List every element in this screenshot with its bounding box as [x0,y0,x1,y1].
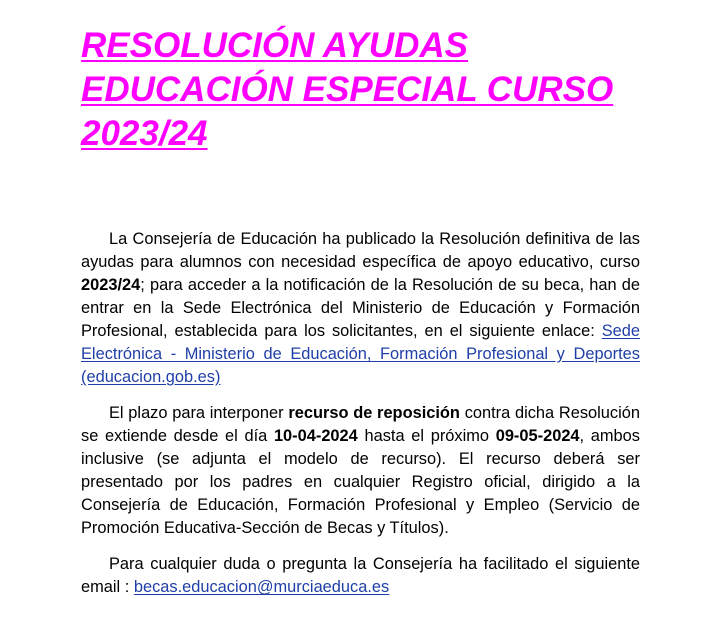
recurso-reposicion: recurso de reposición [288,404,460,422]
paragraph-1-text-start: La Consejería de Educación ha publicado la Resolución definitiva de las ayudas para alumnos con necesidad específica de apoyo educativo, curso [81,230,640,271]
email-link[interactable]: becas.educacion@murciaeduca.es [133,578,390,596]
start-date: 10-04-2024 [273,427,358,445]
paragraph-2-text-c: , ambos inclusive (se adjunta el modelo de recurso). El recurso deberá ser presentado por los padres en cualquier Registro oficial, dirigido a la Consejería de Educación, Formación Profesional y Empleo (Servicio de Promoción Educativa-Sección de Becas y Títulos). [81,427,640,537]
title-line-1: RESOLUCIÓN AYUDAS [81,26,468,65]
paragraph-2-text-start: El plazo para interponer [109,404,289,422]
course-year: 2023/24 [81,276,141,294]
paragraph-deadline [81,402,640,540]
paragraph-resolution [81,228,640,389]
title-line-2: EDUCACIÓN ESPECIAL CURSO [81,70,614,109]
paragraph-3-text-start: Para cualquier duda o pregunta la Consejería ha facilitado el siguiente email : [81,555,640,596]
end-date: 09-05-2024 [495,427,580,445]
document-body [81,228,640,599]
paragraph-2-text-b: hasta el próximo [357,427,496,445]
title-line-3: 2023/24 [81,114,208,153]
sede-electronica-link[interactable]: Sede Electrónica - Ministerio de Educación, Formación Profesional y Deportes (educacion.gob.es) [81,322,640,386]
paragraph-1-text-mid: ; para acceder a la notificación de la Resolución de su beca, han de entrar en la Sede Electrónica del Ministerio de Educación y Formación Profesional, establecida para los solicitantes, en el siguiente enlace: [81,276,640,340]
paragraph-2-text-a: contra dicha Resolución se extiende desde el día [81,404,640,445]
page-title [81,24,681,156]
paragraph-contact [81,553,640,599]
